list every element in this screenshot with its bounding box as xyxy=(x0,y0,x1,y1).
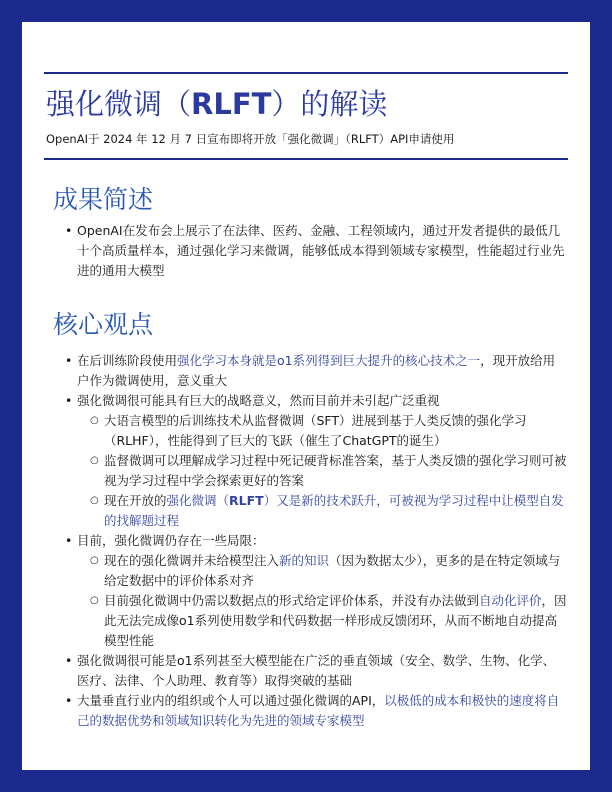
highlight-acronym: RLFT xyxy=(229,493,264,508)
item-text: ，因此无法完成像o1系列使用数学和代码数据一样形成反馈闭环，从而不断地自动提高模型性能 xyxy=(104,593,567,648)
title-suffix: ）的解读 xyxy=(271,87,388,121)
page-title xyxy=(46,82,387,123)
highlight-text: 强化学习本身就是o1系列得到巨大提升的核心技术之一 xyxy=(177,353,481,368)
title-prefix: 强化微调（ xyxy=(46,87,192,121)
document-page xyxy=(22,22,590,770)
sub-list xyxy=(104,551,567,651)
item-text: 在后训练阶段使用 xyxy=(77,353,178,368)
item-text: （因为数据太少），更多的是在特定领域与给定数据中的评价体系对齐 xyxy=(104,553,561,588)
section-heading-core: 核心观点 xyxy=(53,310,154,339)
highlight-text: 以极低的成本和极快的速度将自己的数据优势和领域知识转化为先进的领域专家模型 xyxy=(77,693,560,728)
title-acronym: RLFT xyxy=(191,87,272,121)
sub-list-item xyxy=(104,551,567,591)
item-text: 现在开放的 xyxy=(104,493,167,508)
list-item xyxy=(77,531,567,651)
sub-list-item: ○ 监督微调可以理解成学习过程中死记硬背标准答案，基于人类反馈的强化学习则可被视为学习过程中学会探索更好的答案 xyxy=(104,451,567,491)
highlight-text: 新的知识 xyxy=(279,553,330,568)
subtitle: OpenAI于 2024 年 12 月 7 日宣布即将开放「强化微调」（RLFT）API申请使用 xyxy=(46,132,455,146)
sub-list-item xyxy=(104,591,567,651)
title-top-rule xyxy=(44,72,568,74)
section-heading-results: 成果简述 xyxy=(53,185,154,214)
core-list xyxy=(77,351,567,731)
item-text: 强化微调很可能具有巨大的战略意义，然而目前并未引起广泛重视 xyxy=(77,393,440,408)
highlight-text: 自动化评价 xyxy=(479,593,542,608)
item-text: ，现开放给用户作为微调使用，意义重大 xyxy=(77,353,556,388)
list-item xyxy=(77,351,567,391)
sub-list-item xyxy=(104,491,567,531)
sub-list xyxy=(104,411,567,531)
sub-list-item: ○ 大语言模型的后训练技术从监督微调（SFT）进展到基于人类反馈的强化学习（RLHF），性能得到了巨大的飞跃（催生了ChatGPT的诞生） xyxy=(104,411,567,451)
list-item xyxy=(77,391,567,531)
results-list xyxy=(77,221,567,281)
title-bottom-rule xyxy=(44,158,568,160)
item-text: 目前，强化微调仍存在一些局限： xyxy=(77,533,265,548)
highlight-text: ）又是新的技术跃升，可被视为学习过程中让模型自发的找解题过程 xyxy=(104,493,564,528)
item-text: 大量垂直行业内的组织或个人可以通过强化微调的API， xyxy=(77,693,385,708)
highlight-text: 强化微调（ xyxy=(166,493,230,508)
list-item: • 强化微调很可能是o1系列甚至大模型能在广泛的垂直领域（安全、数学、生物、化学、医疗、法律、个人助理、教育等）取得突破的基础 xyxy=(77,651,567,691)
item-text: 目前强化微调中仍需以数据点的形式给定评价体系，并没有办法做到 xyxy=(104,593,480,608)
list-item xyxy=(77,691,567,731)
item-text: 现在的强化微调并未给模型注入 xyxy=(104,553,280,568)
list-item: • OpenAI在发布会上展示了在法律、医药、金融、工程领域内，通过开发者提供的最低几十个高质量样本，通过强化学习来微调，能够低成本得到领域专家模型，性能超过行业先进的通用大模型 xyxy=(77,221,567,281)
